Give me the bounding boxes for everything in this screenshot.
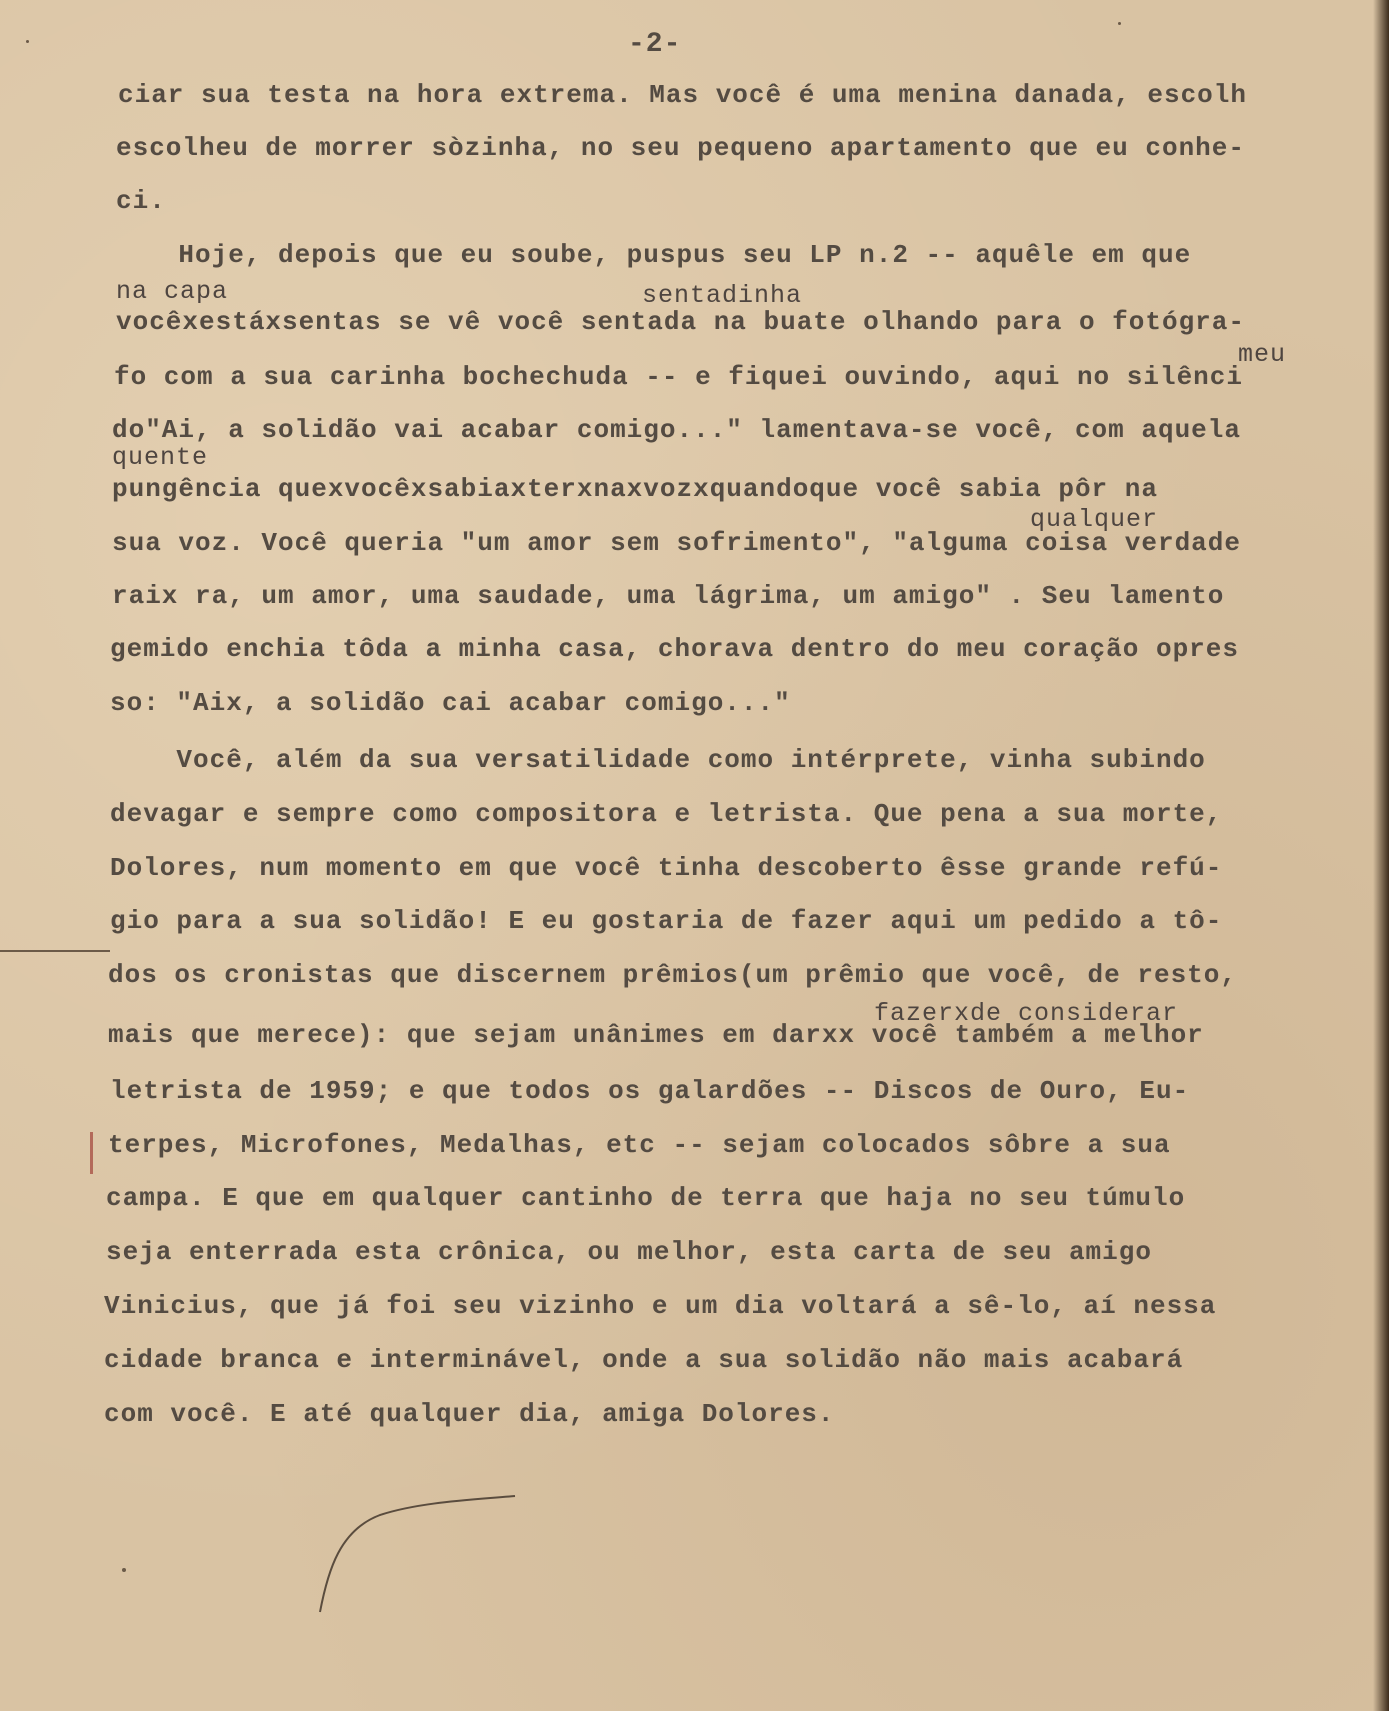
text-line: raix ra, um amor, uma saudade, uma lágrima, um amigo" . Seu lamento (112, 581, 1225, 611)
text-line: mais que merece): que sejam unânimes em darxx você também a melhor (108, 1020, 1204, 1050)
text-line: ci. (116, 186, 166, 216)
paper-speck (1118, 22, 1121, 25)
text-line: com você. E até qualquer dia, amiga Dolores. (104, 1399, 835, 1429)
interlinear-insert: qualquer (1030, 505, 1159, 534)
text-line: cidade branca e interminável, onde a sua solidão não mais acabará (104, 1345, 1184, 1375)
text-line: terpes, Microfones, Medalhas, etc -- sejam colocados sôbre a sua (108, 1130, 1171, 1160)
text-line: ciar sua testa na hora extrema. Mas você é uma menina danada, escolh (118, 80, 1247, 110)
text-line: pungência quexvocêxsabiaxterxnaxvozxquandoque você sabia pôr na (112, 474, 1158, 504)
text-line: Você, além da sua versatilidade como intérprete, vinha subindo (110, 745, 1206, 775)
text-line: so: "Aix, a solidão cai acabar comigo..." (110, 688, 791, 718)
text-line: gemido enchia tôda a minha casa, chorava dentro do meu coração opres (110, 634, 1239, 664)
paper-speck (122, 1568, 126, 1572)
margin-mark (90, 1132, 93, 1174)
text-line: fo com a sua carinha bochechuda -- e fiquei ouvindo, aqui no silênci (114, 362, 1243, 392)
interlinear-insert: sentadinha (642, 281, 803, 310)
pen-stroke-mark (310, 1490, 530, 1620)
text-line: dos os cronistas que discernem prêmios(um prêmio que você, de resto, (108, 960, 1237, 990)
page-edge-shadow (1373, 0, 1389, 1711)
interlinear-insert: fazerxde considerar (874, 999, 1179, 1028)
text-line: seja enterrada esta crônica, ou melhor, esta carta de seu amigo (106, 1237, 1152, 1267)
interlinear-insert: na capa (116, 277, 229, 306)
text-line: gio para a sua solidão! E eu gostaria de fazer aqui um pedido a tô- (110, 906, 1223, 936)
text-line: Hoje, depois que eu soube, puspus seu LP n.2 -- aquêle em que (112, 240, 1192, 270)
text-line: devagar e sempre como compositora e letrista. Que pena a sua morte, (110, 799, 1223, 829)
margin-mark (0, 950, 110, 952)
interlinear-insert: quente (112, 443, 209, 472)
text-line: escolheu de morrer sòzinha, no seu pequeno apartamento que eu conhe- (116, 133, 1245, 163)
text-line: Dolores, num momento em que você tinha descoberto êsse grande refú- (110, 853, 1223, 883)
text-line: vocêxestáxsentas se vê você sentada na buate olhando para o fotógra- (116, 307, 1245, 337)
text-line: campa. E que em qualquer cantinho de terra que haja no seu túmulo (106, 1183, 1186, 1213)
text-line: Vinicius, que já foi seu vizinho e um dia voltará a sê-lo, aí nessa (104, 1291, 1217, 1321)
interlinear-insert: meu (1238, 340, 1287, 369)
page-number: -2- (628, 29, 682, 60)
text-line: do"Ai, a solidão vai acabar comigo..." lamentava-se você, com aquela (112, 415, 1241, 445)
text-line: letrista de 1959; e que todos os galardões -- Discos de Ouro, Eu- (110, 1076, 1190, 1106)
paper-speck (26, 40, 29, 43)
text-line: sua voz. Você queria "um amor sem sofrimento", "alguma coisa verdade (112, 528, 1241, 558)
